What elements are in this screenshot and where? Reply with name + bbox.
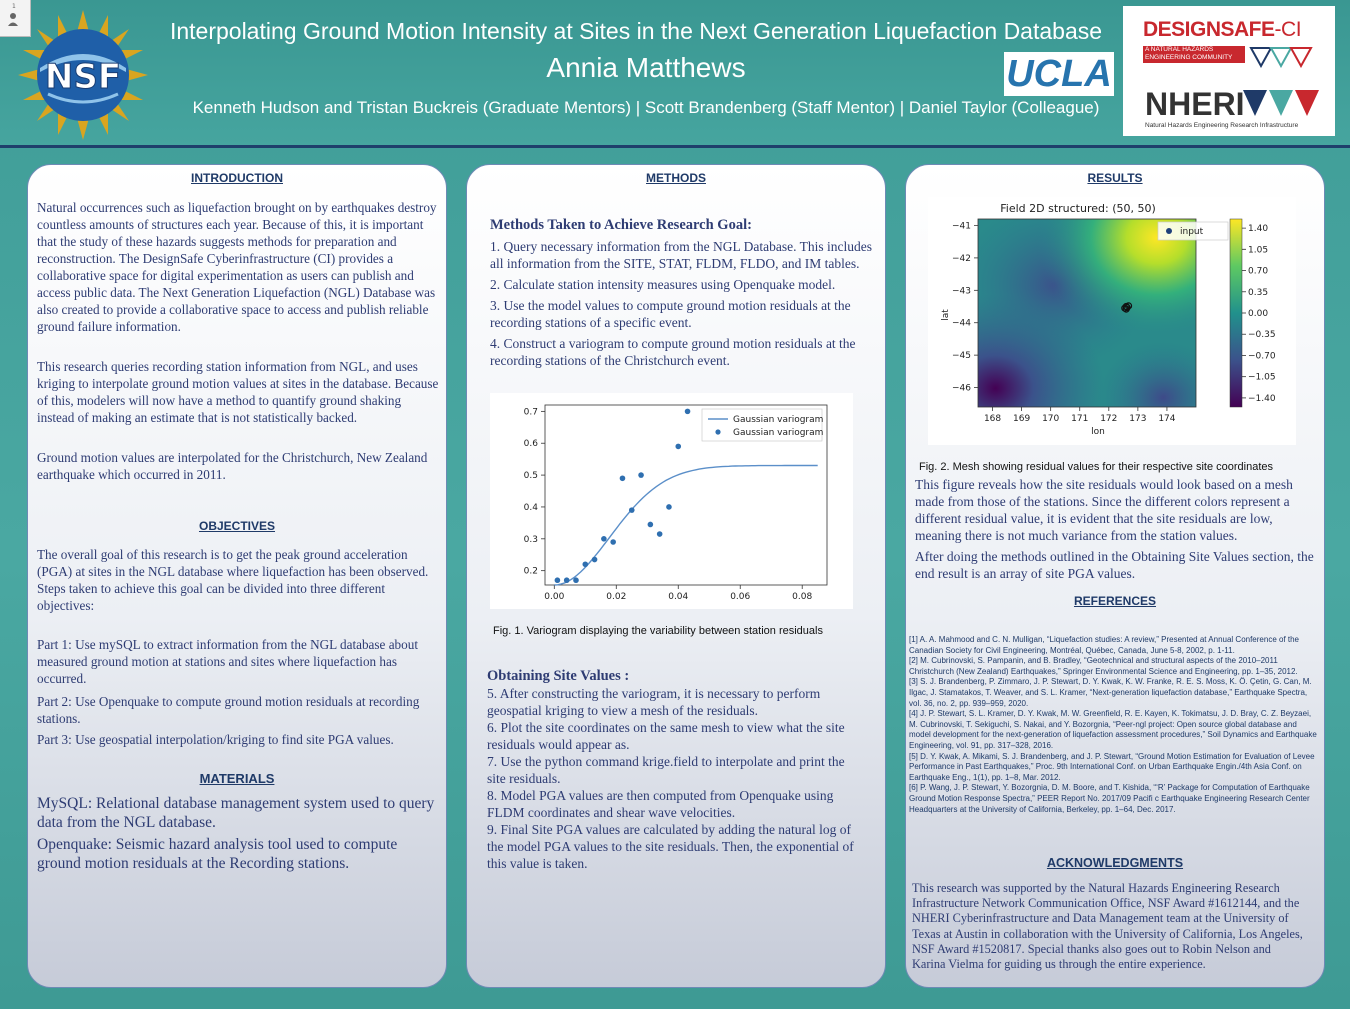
- site-step: 7. Use the python command krige.field to interpolate and print the site residuals.: [487, 754, 845, 786]
- variogram-chart: [490, 393, 853, 609]
- fig1-caption: Fig. 1. Variogram displaying the variability between station residuals: [493, 625, 823, 637]
- svg-text:1: 1: [12, 3, 16, 10]
- x-tick-label: 0.08: [792, 592, 813, 602]
- mentors-line: Kenneth Hudson and Tristan Buckreis (Graduate Mentors) | Scott Brandenberg (Staff Mentor) | Daniel Taylor (Colleague): [192, 98, 1100, 117]
- objective-part: Part 2: Use Openquake to compute ground motion residuals at recording stations.: [37, 694, 420, 726]
- colorbar-tick-label: 0.35: [1248, 287, 1269, 298]
- colorbar-tick-label: −1.40: [1248, 393, 1276, 404]
- y-tick-label: −44: [952, 318, 971, 329]
- colorbar-tick-label: 1.05: [1248, 245, 1269, 256]
- colorbar-tick-label: 1.40: [1248, 224, 1269, 235]
- x-tick-label: 173: [1129, 414, 1147, 424]
- x-tick-label: 0.02: [606, 592, 627, 602]
- references-list: [909, 635, 1317, 815]
- objective-part: Part 1: Use mySQL to extract information from the NGL database about measured ground motion at stations and sites where liquefaction has occurred.: [37, 637, 418, 686]
- colorbar-tick-label: 0.70: [1248, 266, 1269, 277]
- variogram-point: [573, 577, 579, 583]
- variogram-point: [648, 522, 654, 528]
- mesh-heatmap: [978, 219, 1196, 407]
- x-tick-label: 169: [1013, 414, 1031, 424]
- y-tick-label: 0.7: [523, 407, 538, 418]
- site-values-text: [487, 668, 859, 872]
- objectives-heading: OBJECTIVES: [198, 519, 276, 533]
- mesh-chart: [928, 197, 1296, 445]
- x-tick-label: 172: [1100, 414, 1118, 424]
- poster-title: Interpolating Ground Motion Intensity at Sites in the Next Generation Liquefaction Database: [169, 18, 1103, 44]
- method-step: 1. Query necessary information from the NGL Database. This includes all information from the SITE, STAT, FLDM, FLDO, and IM tables.: [490, 239, 873, 271]
- variogram-point: [666, 504, 672, 510]
- y-tick-label: −45: [952, 351, 971, 362]
- y-tick-label: 0.5: [523, 471, 538, 482]
- x-tick-label: 168: [983, 414, 1002, 424]
- legend-label: input: [1180, 227, 1204, 237]
- method-step: 2. Calculate station intensity measures using Openquake model.: [490, 277, 836, 292]
- methods-subheading: Methods Taken to Achieve Research Goal:: [490, 217, 752, 233]
- variogram-point: [685, 409, 691, 415]
- legend-point-swatch: [715, 429, 720, 434]
- y-tick-label: −41: [952, 221, 971, 232]
- legend-label: Gaussian variogram: [733, 415, 824, 425]
- legend-label: Gaussian variogram: [733, 428, 824, 438]
- sponsor-logos: [1123, 6, 1335, 136]
- variogram-point: [564, 577, 570, 583]
- mesh-xlabel: lon: [1091, 427, 1105, 437]
- variogram-point: [582, 561, 588, 567]
- references-heading: REFERENCES: [1073, 594, 1156, 608]
- mesh-figure: [928, 197, 1296, 445]
- y-tick-label: 0.6: [523, 439, 538, 450]
- fig2-caption: Fig. 2. Mesh showing residual values for their respective site coordinates: [919, 461, 1274, 473]
- colorbar-tick-label: −0.70: [1248, 351, 1276, 362]
- results-paragraph: After doing the methods outlined in the Obtaining Site Values section, the end result is an array of site PGA values.: [915, 549, 1314, 581]
- x-tick-label: 170: [1042, 414, 1060, 424]
- left-panel: [27, 164, 447, 988]
- site-step: 5. After constructing the variogram, it is necessary to perform geospatial kriging to view a mesh of the residuals.: [487, 686, 821, 718]
- intro-paragraph: Ground motion values are interpolated for the Christchurch, New Zealand earthquake which occurred in 2011.: [37, 450, 428, 482]
- method-step: 4. Construct a variogram to compute ground motion residuals at the recording stations of the Christchurch event.: [490, 336, 856, 368]
- variogram-point: [629, 507, 635, 513]
- intro-paragraph: This research queries recording station information from NGL, and uses kriging to interpolate ground motion values at sites in the database. Because of this, modelers will now have a method to quantify ground shaking instead of making an estimate that is not statistically backed.: [37, 359, 439, 425]
- objective-part: Part 3: Use geospatial interpolation/kriging to find site PGA values.: [37, 732, 394, 747]
- site-step: 8. Model PGA values are then computed from Openquake using FLDM coordinates and shear wave velocities.: [487, 788, 834, 820]
- reference-item: [6] P. Wang, J. P. Stewart, Y. Bozorgnia, D. M. Boore, and T. Kishida, “‘R’ Package for Computation of Earthquake Ground Motion Response Spectra,” PEER Report No. 2017/09 Pacifi c Earthquake Engineering Research Center Headquarters at the University of California, Berkeley, pp. 1–64, Dec. 2017.: [909, 783, 1310, 814]
- results-heading: RESULTS: [1087, 171, 1143, 185]
- material-item: MySQL: Relational database management system used to query data from the NGL database.: [37, 795, 435, 831]
- nheri-wave-icon: [1241, 88, 1321, 120]
- x-tick-label: 0.06: [730, 592, 751, 602]
- variogram-point: [610, 539, 616, 545]
- variogram-point: [675, 444, 681, 450]
- nsf-logo: [18, 10, 148, 140]
- variogram-point: [592, 557, 598, 563]
- designsafe-logo: DESIGNSAFE-CI: [1143, 18, 1302, 41]
- author-name: Annia Matthews: [546, 52, 746, 83]
- x-tick-label: 171: [1071, 414, 1089, 424]
- middle-panel: [466, 164, 886, 988]
- nsf-logo-text: NSF: [44, 57, 122, 97]
- intro-paragraph: Natural occurrences such as liquefaction brought on by earthquakes destroy countless amounts of structures each year. Because of this, it is important that the study of these hazards suggests methods for preparation and reconstruction. The DesignSafe Cyberinfrastructure (CI) provides a collaborative space for digital experimentation as users can publish and access public data. The Next Generation Liquefaction (NGL) Database was also created to provide a collaborative space to access and publish reliable ground failure information.: [37, 200, 437, 334]
- materials-heading: MATERIALS: [199, 771, 275, 786]
- nheri-tagline: Natural Hazards Engineering Research Infrastructure: [1145, 122, 1299, 129]
- materials-text: [37, 794, 441, 873]
- objectives-text: [37, 546, 439, 748]
- site-values-heading: Obtaining Site Values :: [487, 668, 630, 684]
- methods-text: [490, 217, 885, 369]
- site-step: 9. Final Site PGA values are calculated by adding the natural log of the model PGA values to the site residuals. Then, the exponential of this value is taken.: [487, 822, 854, 871]
- designsafe-tagline: A NATURAL HAZARDS ENGINEERING COMMUNITY: [1143, 46, 1245, 63]
- intro-heading: INTRODUCTION: [191, 171, 283, 185]
- colorbar-tick-label: 0.00: [1248, 309, 1269, 319]
- y-tick-label: −46: [952, 383, 971, 394]
- acknowledgments-text: This research was supported by the Natural Hazards Engineering Research Infrastructure Network Communication Office, NSF Award #1612144, and the NHERI Cyberinfrastructure and Data Management team at the University of Texas at Austin in collaboration with the University of California, Los Angeles, NSF Award #1520817. Special thanks also goes out to Robin Nelson and Karina Vielma for guiding us through the entire experience.: [912, 881, 1303, 972]
- mesh-ylabel: lat: [941, 309, 951, 321]
- designsafe-wave-icon: [1249, 46, 1313, 68]
- variogram-point: [555, 577, 561, 583]
- acknowledgments-heading: ACKNOWLEDGMENTS: [1046, 856, 1184, 870]
- y-tick-label: −43: [952, 286, 971, 297]
- results-text: [915, 476, 1315, 582]
- intro-text: [37, 199, 439, 483]
- header-divider: [0, 145, 1350, 148]
- y-tick-label: 0.2: [523, 566, 538, 577]
- variogram-point: [620, 475, 626, 481]
- results-paragraph: This figure reveals how the site residuals would look based on a mesh made from those of the stations. Since the different colors represent a different residual value, it is evident that the site residuals are low, meaning there is not much variance from the station values.: [915, 477, 1293, 543]
- site-step: 6. Plot the site coordinates on the same mesh to view what the site residuals would appear as.: [487, 720, 845, 752]
- x-tick-label: 0.00: [544, 592, 565, 602]
- methods-heading: METHODS: [646, 171, 706, 185]
- colorbar-tick-label: −1.05: [1248, 372, 1276, 383]
- x-tick-label: 0.04: [668, 592, 689, 602]
- mesh-title: Field 2D structured: (50, 50): [1000, 202, 1156, 215]
- variogram-point: [657, 531, 663, 537]
- y-tick-label: 0.3: [523, 534, 538, 545]
- colorbar: [1230, 219, 1242, 407]
- ucla-logo: UCLA: [1004, 52, 1114, 96]
- method-step: 3. Use the model values to compute ground motion residuals at the recording stations of a specific event.: [490, 298, 851, 330]
- reference-item: [1] A. A. Mahmood and C. N. Mulligan, “Liquefaction studies: A review,” Presented at Annual Conference of the Canadian Society for Civil Engineering, Montréal, Québec, Canada, June 5-8, 2002, p. 1-11.: [909, 635, 1300, 655]
- reference-item: [3] S. J. Brandenberg, P. Zimmaro, J. P. Stewart, D. Y. Kwak, K. W. Franke, R. E. S. Moss, K. Ö. Çetin, G. Can, M. Ilgac, J. Stamatakos, T. Weaver, and S. L. Kramer, “Next-generation liquefaction database,” Earthquake Spectra, vol. 36, no. 2, pp. 939–959, 2020.: [909, 677, 1312, 708]
- x-tick-label: 174: [1158, 414, 1176, 424]
- y-tick-label: −42: [952, 253, 971, 264]
- reference-item: [2] M. Cubrinovski, S. Pampanin, and B. Bradley, “Geotechnical and structural aspects of the 2010–2011 Christchurch (New Zealand) Earthquakes,” Springer Environmental Science and Engineering, pp. 1–35, 2012.: [909, 656, 1298, 676]
- nheri-logo: NHERI: [1145, 86, 1245, 122]
- variogram-point: [638, 472, 644, 478]
- variogram-point: [601, 536, 607, 542]
- y-tick-label: 0.4: [523, 502, 538, 513]
- colorbar-tick-label: −0.35: [1248, 330, 1276, 341]
- legend-input-swatch: [1166, 228, 1172, 234]
- right-panel: [905, 164, 1325, 988]
- reference-item: [4] J. P. Stewart, S. L. Kramer, D. Y. Kwak, M. W. Greenfield, R. E. Kayen, K. Tokimatsu, J. D. Bray, C. Z. Beyzaei, M. Cubrinovski, T. Sekiguchi, S. Nakai, and Y. Bozorgnia, “Peer-ngl project: Open source global database and model development for the next-generation of liquefaction assessment procedures,” Soil Dynamics and Earthquake Engineering, vol. 91, pp. 317–328, 2016.: [909, 709, 1317, 750]
- objectives-paragraph: The overall goal of this research is to get the peak ground acceleration (PGA) at sites in the NGL database where liquefaction has been observed. Steps taken to achieve this goal can be divided into three different objectives:: [37, 547, 429, 613]
- reference-item: [5] D. Y. Kwak, A. Mikami, S. J. Brandenberg, and J. P. Stewart, “Ground Motion Estimation for Evaluation of Levee Performance in Past Earthquakes,” Proc. 9th International Conf. on Urban Earthquake Engin./4th Asia Conf. on Earthquake Eng., 1(1), pp. 1–8, Mar. 2012.: [909, 751, 1315, 782]
- material-item: Openquake: Seismic hazard analysis tool used to compute ground motion residuals at the Recording stations.: [37, 836, 398, 872]
- variogram-figure: [490, 393, 853, 609]
